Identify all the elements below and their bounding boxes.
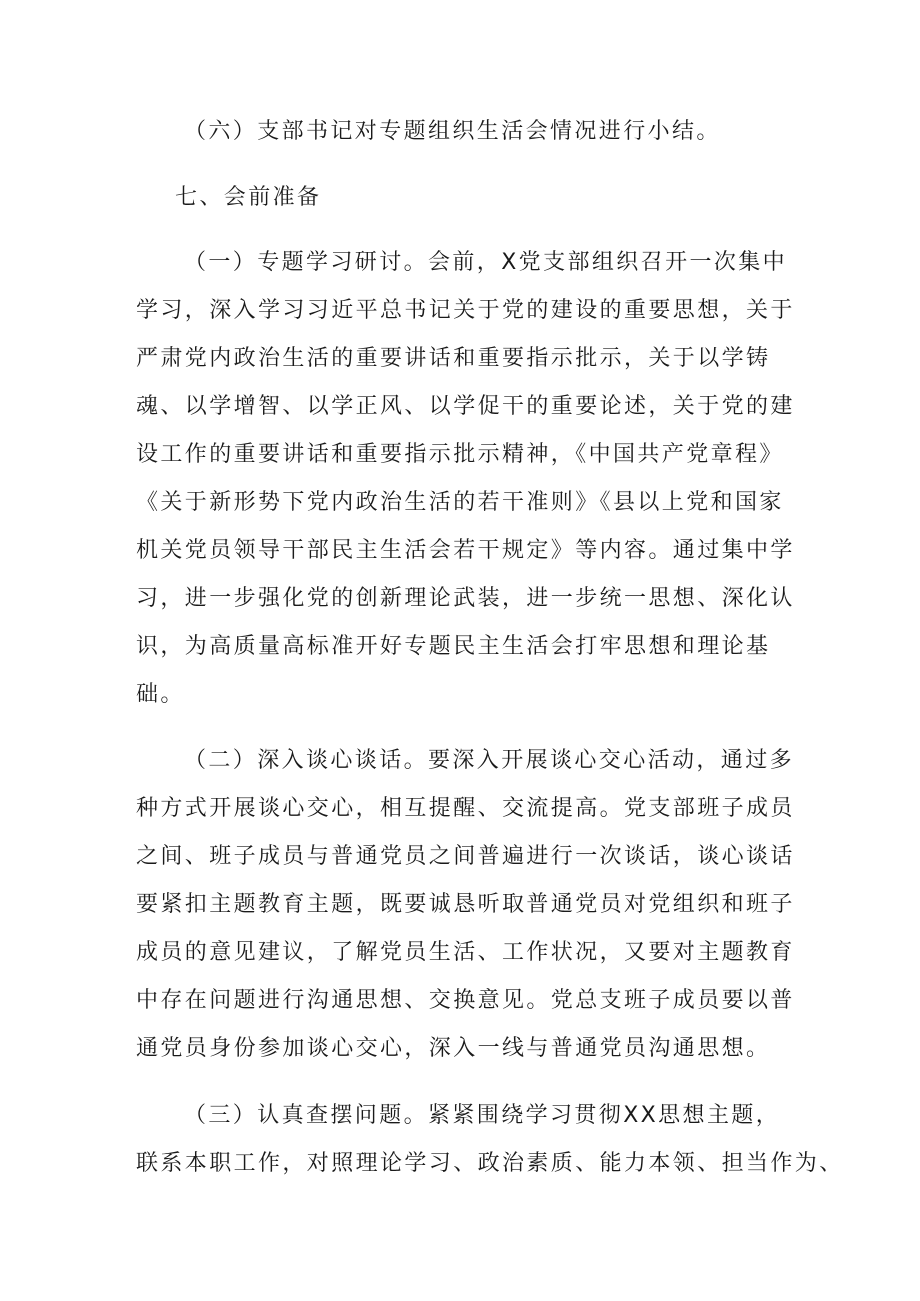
text-line: 识，为高质量高标准开好专题民主生活会打牢思想和理论基 bbox=[136, 634, 771, 659]
text-line: 种方式开展谈心交心，相互提醒、交流提高。党支部班子成员 bbox=[136, 796, 795, 821]
text-line: 础。 bbox=[136, 682, 185, 707]
text-line: 要紧扣主题教育主题，既要诚恳听取普通党员对党组织和班子 bbox=[136, 892, 795, 917]
text-line: 魂、以学增智、以学正风、以学促干的重要论述，关于党的建 bbox=[136, 394, 795, 419]
text-line: 严肃党内政治生活的重要讲话和重要指示批示，关于以学铸 bbox=[136, 346, 771, 371]
text-line: 之间、班子成员与普通党员之间普遍进行一次谈话，谈心谈话 bbox=[136, 844, 795, 869]
text-line: 学习，深入学习习近平总书记关于党的建设的重要思想，关于 bbox=[136, 298, 795, 323]
text-line: 习，进一步强化党的创新理论武装，进一步统一思想、深化认 bbox=[136, 586, 795, 611]
text-line: （三）认真查摆问题。紧紧围绕学习贯彻XX思想主题， bbox=[184, 1103, 781, 1128]
text-line: 设工作的重要讲话和重要指示批示精神，《中国共产党章程》 bbox=[136, 442, 784, 467]
text-line: 联系本职工作，对照理论学习、政治素质、能力本领、担当作为、 bbox=[136, 1151, 844, 1176]
text-line: 机关党员领导干部民主生活会若干规定》等内容。通过集中学 bbox=[136, 538, 795, 563]
text-line: 通党员身份参加谈心交心，深入一线与普通党员沟通思想。 bbox=[136, 1036, 771, 1061]
text-line: （六）支部书记对专题组织生活会情况进行小结。 bbox=[184, 119, 721, 144]
text-line: 《关于新形势下党内政治生活的若干准则》《县以上党和国家 bbox=[136, 490, 784, 515]
section-heading: 七、会前准备 bbox=[175, 185, 322, 210]
text-line: （一）专题学习研讨。会前，X党支部组织召开一次集中 bbox=[184, 250, 788, 275]
text-line: 中存在问题进行沟通思想、交换意见。党总支班子成员要以普 bbox=[136, 988, 795, 1013]
text-line: 成员的意见建议，了解党员生活、工作状况，又要对主题教育 bbox=[136, 940, 795, 965]
text-line: （二）深入谈心谈话。要深入开展谈心交心活动，通过多 bbox=[184, 748, 795, 773]
